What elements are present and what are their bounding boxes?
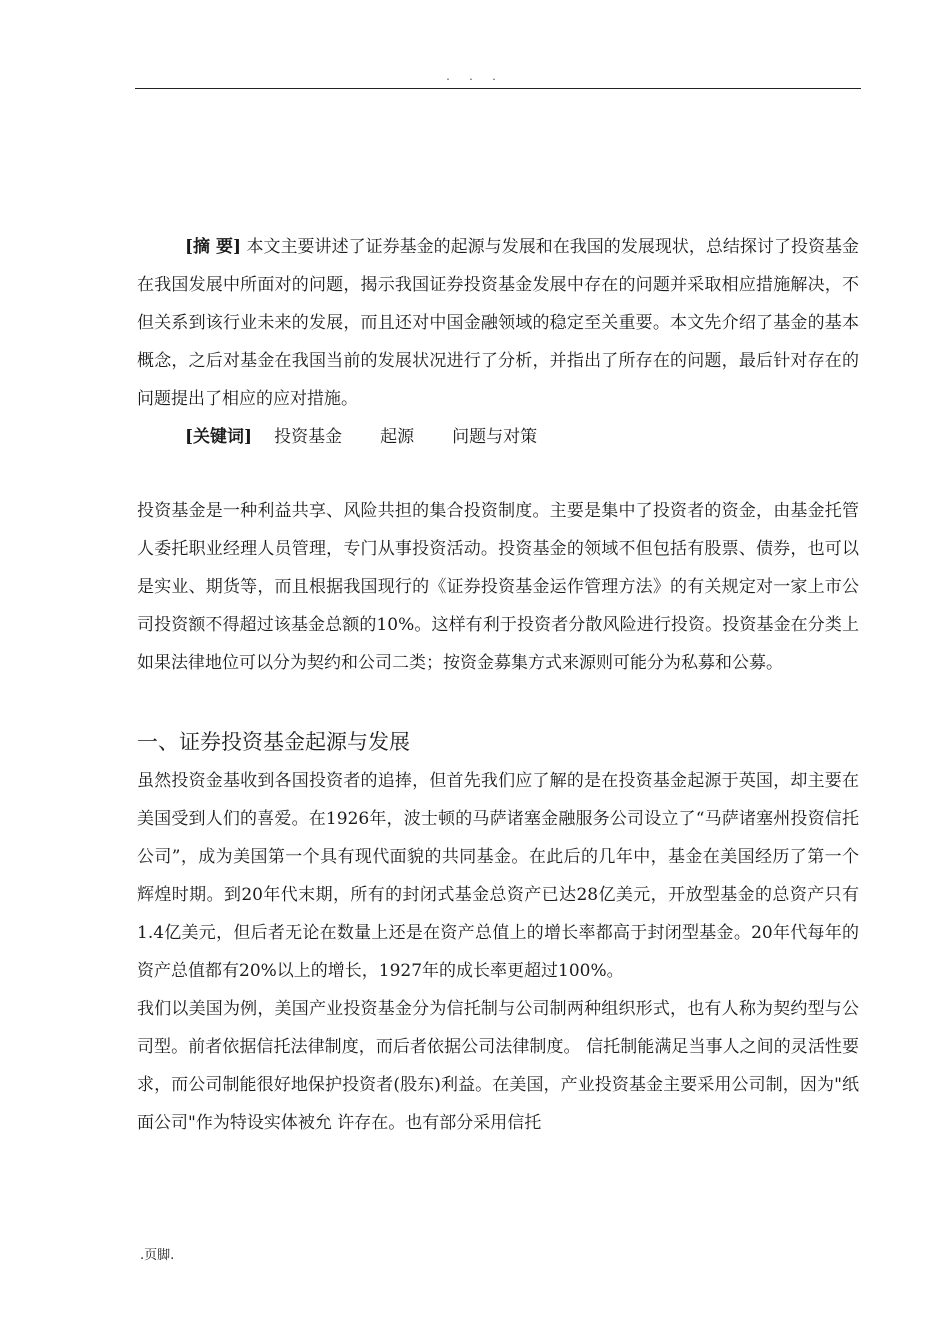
keyword-item: 问题与对策 [452, 427, 538, 447]
document-body [137, 228, 859, 1142]
page-footer: .页脚. [140, 1248, 175, 1263]
keyword-item: 投资基金 [274, 427, 343, 447]
section-paragraph-1: 虽然投资金基收到各国投资者的追捧，但首先我们应了解的是在投资基金起源于英国，却主要在美国受到人们的喜爱。在1926年，波士顿的马萨诸塞金融服务公司设立了“马萨诸塞州投资信托公司”，成为美国第一个具有现代面貌的共同基金。在此后的几年中，基金在美国经历了第一个辉煌时期。到20年代末期，所有的封闭式基金总资产已达28亿美元，开放型基金的总资产只有1.4亿美元，但后者无论在数量上还是在资产总值上的增长率都高于封闭型基金。20年代每年的资产总值都有20%以上的增长，1927年的成长率更超过100%。 [137, 771, 859, 981]
keyword-item: 起源 [380, 427, 415, 447]
section-paragraph-2: 我们以美国为例，美国产业投资基金分为信托制与公司制两种组织形式，也有人称为契约型与公司型。前者依据信托法律制度，而后者依据公司法律制度。 信托制能满足当事人之间的灵活性要求，而公司制能很好地保护投资者(股东)利益。在美国，产业投资基金主要采用公司制，因为"纸面公司"作为特设实体被允 许存在。也有部分采用信托 [137, 999, 859, 1133]
header-rule [135, 88, 861, 89]
intro-paragraph: 投资基金是一种利益共享、风险共担的集合投资制度。主要是集中了投资者的资金，由基金托管人委托职业经理人员管理，专门从事投资活动。投资基金的领域不但包括有股票、债券，也可以是实业、期货等，而且根据我国现行的《证券投资基金运作管理方法》的有关规定对一家上市公司投资额不得超过该基金总额的10%。这样有利于投资者分散风险进行投资。投资基金在分类上如果法律地位可以分为契约和公司二类；按资金募集方式来源则可能分为私募和公募。 [137, 501, 859, 673]
keywords-label: [关键词] [185, 427, 253, 447]
abstract-paragraph [137, 228, 859, 418]
section-heading: 一、证券投资基金起源与发展 [137, 730, 410, 754]
abstract-label: [摘 要] [185, 237, 242, 257]
keywords-line [137, 418, 859, 456]
page-header: . . . [446, 70, 504, 83]
abstract-text: 本文主要讲述了证券基金的起源与发展和在我国的发展现状，总结探讨了投资基金在我国发展中所面对的问题，揭示我国证券投资基金发展中存在的问题并采取相应措施解决，不但关系到该行业未来的发展，而且还对中国金融领域的稳定至关重要。本文先介绍了基金的基本概念，之后对基金在我国当前的发展状况进行了分析，并指出了所存在的问题，最后针对存在的问题提出了相应的应对措施。 [137, 237, 860, 409]
